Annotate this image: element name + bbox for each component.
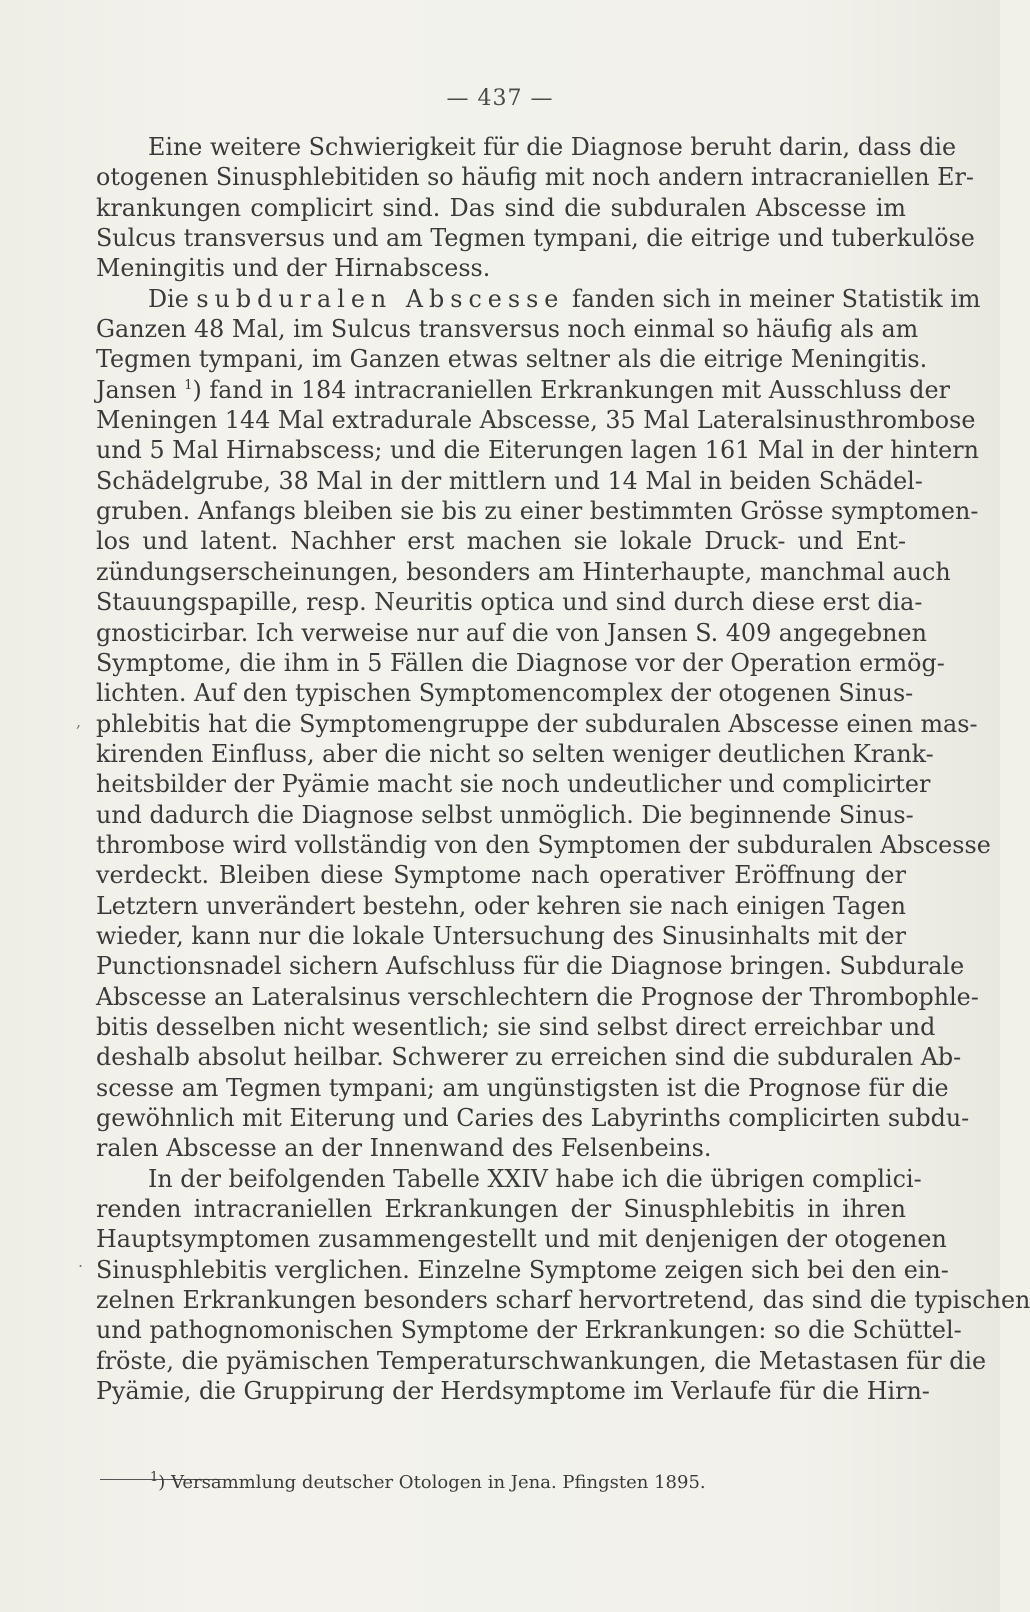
text-line-content: Hauptsymptomen zusammengestellt und mit denjenigen der otogenen	[96, 1225, 947, 1254]
text-line	[96, 284, 981, 314]
text-line-prefix: Jansen	[96, 375, 185, 404]
footnote	[150, 1472, 706, 1493]
text-line-content: phlebitis hat die Symptomengruppe der subduralen Abscesse einen mas-	[96, 709, 978, 738]
text-line	[96, 344, 928, 374]
text-line	[96, 557, 951, 587]
footnote-text: ) Versammlung deutscher Otologen in Jena. Pfingsten 1895.	[158, 1472, 706, 1493]
text-line	[96, 496, 979, 526]
text-line	[96, 375, 950, 405]
text-line	[96, 891, 906, 921]
text-line	[96, 162, 974, 192]
text-line	[96, 921, 906, 951]
footnote-marker: 1	[150, 1470, 159, 1485]
text-line-content: gewöhnlich mit Eiterung und Caries des Labyrinths complicirten subdu-	[96, 1104, 970, 1132]
text-line	[96, 982, 979, 1012]
text-line	[96, 132, 957, 162]
text-line-content: Symptome, die ihm in 5 Fällen die Diagnose vor der Operation ermög-	[96, 648, 945, 677]
text-line-content: wieder, kann nur die lokale Untersuchung des Sinusinhalts mit der	[96, 921, 906, 950]
text-line-content: gruben. Anfangs bleiben sie bis zu einer bestimmten Grösse symptomen-	[96, 497, 979, 526]
text-line	[96, 526, 906, 556]
text-line	[96, 1194, 906, 1224]
text-line	[96, 739, 934, 769]
text-line	[96, 830, 991, 860]
text-line	[96, 1224, 947, 1254]
text-line	[96, 1042, 962, 1072]
text-line	[96, 1164, 922, 1194]
text-line-content: deshalb absolut heilbar. Schwerer zu erreichen sind die subduralen Ab-	[96, 1043, 962, 1072]
text-line	[96, 1073, 949, 1103]
text-line-content: otogenen Sinusphlebitiden so häufig mit noch andern intracraniellen Er-	[96, 163, 974, 192]
text-line-content: Sinusphlebitis verglichen. Einzelne Symptome zeigen sich bei den ein-	[96, 1255, 949, 1284]
text-line-content: zündungserscheinungen, besonders am Hinterhaupte, manchmal auch	[96, 557, 951, 586]
text-line-content: und 5 Mal Hirnabscess; und die Eiterungen lagen 161 Mal in der hintern	[96, 436, 979, 465]
text-line	[96, 405, 976, 435]
text-line	[96, 678, 914, 708]
text-line	[96, 223, 975, 253]
text-line-content: kirenden Einfluss, aber die nicht so selten weniger deutlichen Krank-	[96, 739, 934, 768]
text-line-content: heitsbilder der Pyämie macht sie noch undeutlicher und complicirter	[96, 770, 931, 799]
text-line-content: Ganzen 48 Mal, im Sulcus transversus noch einmal so häufig als am	[96, 315, 919, 344]
text-line	[96, 1315, 962, 1345]
text-line-content: zelnen Erkrankungen besonders scharf hervortretend, das sind die typischen	[96, 1286, 1030, 1315]
text-line	[96, 435, 979, 465]
text-line-content: lichten. Auf den typischen Symptomencomplex der otogenen Sinus-	[96, 679, 914, 708]
text-line	[96, 860, 906, 890]
text-line-content: Eine weitere Schwierigkeit für die Diagnose beruht darin, dass die	[148, 133, 957, 161]
text-line-content: In der beifolgenden Tabelle XXIV habe ich die übrigen complici-	[148, 1164, 922, 1193]
text-line-content: Letztern unverändert bestehn, oder kehren sie nach einigen Tagen	[96, 891, 906, 920]
text-line-content: Schädelgrube, 38 Mal in der mittlern und 14 Mal in beiden Schädel-	[96, 466, 923, 495]
text-line	[96, 800, 914, 830]
text-line-content: Punctionsnadel sichern Aufschluss für die Diagnose bringen. Subdurale	[96, 952, 965, 981]
page-number: — 437 —	[446, 86, 554, 111]
text-line-content: Stauungspapille, resp. Neuritis optica und sind durch diese erst dia-	[96, 588, 923, 617]
text-line-content: renden intracraniellen Erkrankungen der Sinusphlebitis in ihren	[96, 1195, 906, 1224]
text-line-content: Tegmen tympani, im Ganzen etwas seltner als die eitrige Meningitis.	[96, 345, 928, 374]
text-line	[96, 618, 927, 648]
text-line-content: und dadurch die Diagnose selbst unmöglich. Die beginnende Sinus-	[96, 800, 914, 829]
text-line	[96, 951, 965, 981]
text-line-content: Pyämie, die Gruppirung der Herdsymptome im Verlaufe für die Hirn-	[96, 1377, 930, 1406]
text-line-content: ralen Abscesse an der Innenwand des Felsenbeins.	[96, 1134, 712, 1163]
text-line	[96, 193, 906, 223]
body-text	[96, 132, 1030, 1406]
margin-mark: ,	[76, 712, 82, 731]
emphasized-term: subduralen Abscesse	[196, 284, 565, 313]
margin-mark: .	[78, 1252, 84, 1271]
text-line	[96, 1103, 970, 1133]
text-line	[96, 1346, 987, 1376]
text-line	[96, 769, 931, 799]
text-line-content: scesse am Tegmen tympani; am ungünstigsten ist die Prognose für die	[96, 1073, 949, 1102]
text-line	[96, 648, 945, 678]
text-line	[96, 314, 919, 344]
text-line-content: krankungen complicirt sind. Das sind die subduralen Abscesse im	[96, 193, 906, 222]
text-line-content: verdeckt. Bleiben diese Symptome nach operativer Eröffnung der	[96, 861, 906, 890]
text-line-content: bitis desselben nicht wesentlich; sie sind selbst direct erreichbar und	[96, 1012, 936, 1041]
text-line	[96, 253, 906, 283]
text-line-content: gnosticirbar. Ich verweise nur auf die von Jansen S. 409 angegebnen	[96, 618, 927, 647]
text-line-content: Abscesse an Lateralsinus verschlechtern die Prognose der Thrombophle-	[96, 982, 979, 1011]
text-line	[96, 466, 923, 496]
text-line	[96, 1376, 930, 1406]
text-line-prefix: Die	[148, 284, 197, 313]
text-line-content: Sulcus transversus und am Tegmen tympani, die eitrige und tuberkulöse	[96, 224, 975, 253]
text-line	[96, 587, 923, 617]
text-line-content: ) fand in 184 intracraniellen Erkrankungen mit Ausschluss der	[192, 375, 950, 404]
text-line-content: Meningitis und der Hirnabscess.	[96, 254, 491, 283]
text-line	[96, 1012, 936, 1042]
text-line-content: fröste, die pyämischen Temperaturschwankungen, die Metastasen für die	[96, 1346, 987, 1375]
text-line-content: los und latent. Nachher erst machen sie lokale Druck- und Ent-	[96, 527, 906, 556]
text-line-content: fanden sich in meiner Statistik im	[564, 284, 981, 313]
text-line	[96, 1255, 949, 1285]
text-line-content: thrombose wird vollständig von den Symptomen der subduralen Abscesse	[96, 830, 991, 859]
text-line	[96, 709, 978, 739]
text-line	[96, 1133, 906, 1163]
footnote-reference: 1	[184, 377, 193, 393]
text-line-content: und pathognomonischen Symptome der Erkrankungen: so die Schüttel-	[96, 1316, 962, 1345]
text-line-content: Meningen 144 Mal extradurale Abscesse, 35 Mal Lateralsinusthrombose	[96, 406, 976, 435]
text-line	[96, 1285, 1030, 1315]
